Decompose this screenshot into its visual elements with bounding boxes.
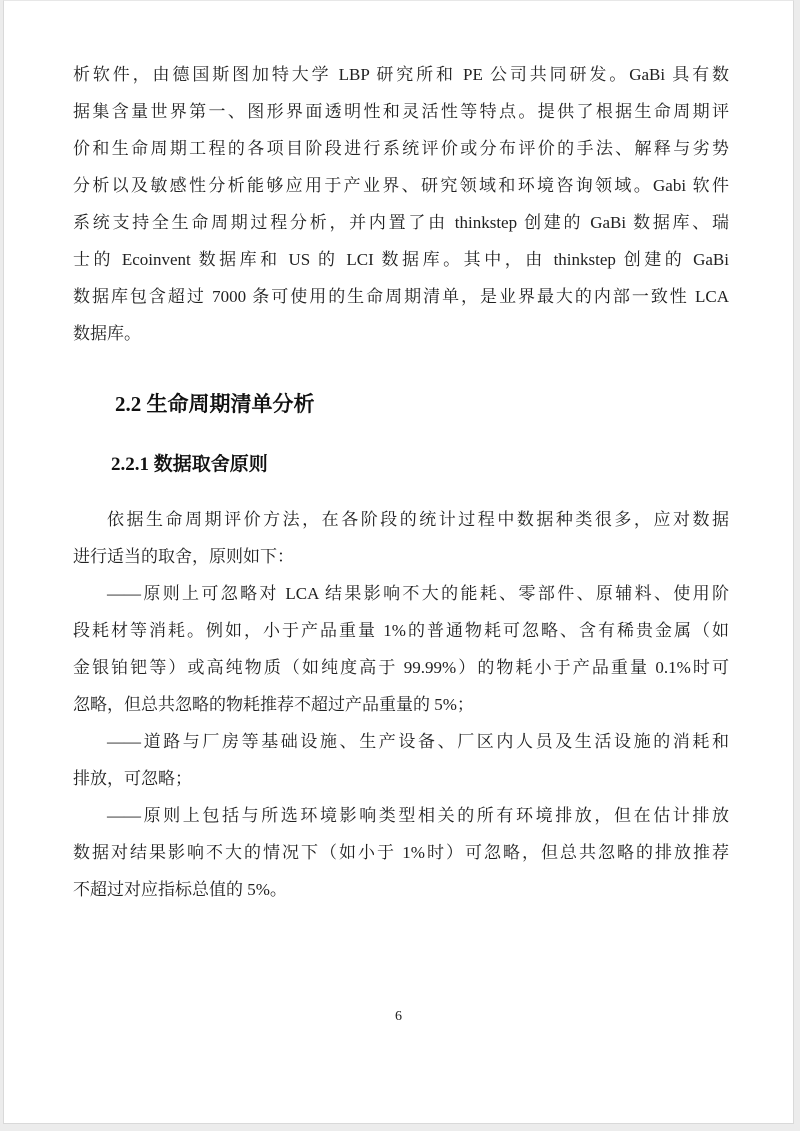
document-page	[3, 0, 794, 1124]
text-line: 据集含量世界第一、图形界面透明性和灵活性等特点。提供了根据生命周期评	[73, 102, 729, 121]
text-line: 分析以及敏感性分析能够应用于产业界、研究领域和环境咨询领域。Gabi 软件	[73, 176, 729, 195]
paragraph	[73, 501, 729, 575]
text-line: 依据生命周期评价方法，在各阶段的统计过程中数据种类很多，应对数据	[107, 510, 729, 529]
paragraph	[73, 723, 729, 797]
text-line: 排放，可忽略；	[73, 769, 192, 788]
paragraph	[73, 575, 729, 723]
section-heading: 2.2 生命周期清单分析	[115, 392, 315, 416]
text-line: 数据对结果影响不大的情况下（如小于 1%时）可忽略，但总共忽略的排放推荐	[73, 843, 729, 862]
text-line: ——道路与厂房等基础设施、生产设备、厂区内人员及生活设施的消耗和	[107, 732, 729, 751]
document-body	[73, 56, 729, 908]
page-number: 6	[395, 1009, 402, 1024]
text-line: 进行适当的取舍，原则如下：	[73, 547, 294, 566]
paragraph	[73, 56, 729, 352]
text-line: 不超过对应指标总值的 5%。	[73, 880, 287, 899]
text-line: 数据库包含超过 7000 条可使用的生命周期清单，是业界最大的内部一致性 LCA	[73, 287, 729, 306]
subsection-heading: 2.2.1 数据取舍原则	[111, 454, 268, 475]
text-line: ——原则上包括与所选环境影响类型相关的所有环境排放，但在估计排放	[107, 806, 729, 825]
text-line: 价和生命周期工程的各项目阶段进行系统评价或分布评价的手法、解释与劣势	[73, 139, 729, 158]
text-line: 段耗材等消耗。例如，小于产品重量 1%的普通物耗可忽略、含有稀贵金属（如	[73, 621, 729, 640]
text-line: 士的 Ecoinvent 数据库和 US 的 LCI 数据库。其中，由 thinkstep 创建的 GaBi	[73, 250, 729, 269]
text-line: 析软件，由德国斯图加特大学 LBP 研究所和 PE 公司共同研发。GaBi 具有数	[73, 65, 729, 84]
text-line: 忽略，但总共忽略的物耗推荐不超过产品重量的 5%；	[73, 695, 474, 714]
text-line: 数据库。	[73, 324, 141, 343]
text-line: 系统支持全生命周期过程分析，并内置了由 thinkstep 创建的 GaBi 数据库、瑞	[73, 213, 729, 232]
text-line: 金银铂钯等）或高纯物质（如纯度高于 99.99%）的物耗小于产品重量 0.1%时可	[73, 658, 729, 677]
page-footer	[4, 1007, 793, 1027]
text-line: ——原则上可忽略对 LCA 结果影响不大的能耗、零部件、原辅料、使用阶	[107, 584, 729, 603]
paragraph	[73, 797, 729, 908]
